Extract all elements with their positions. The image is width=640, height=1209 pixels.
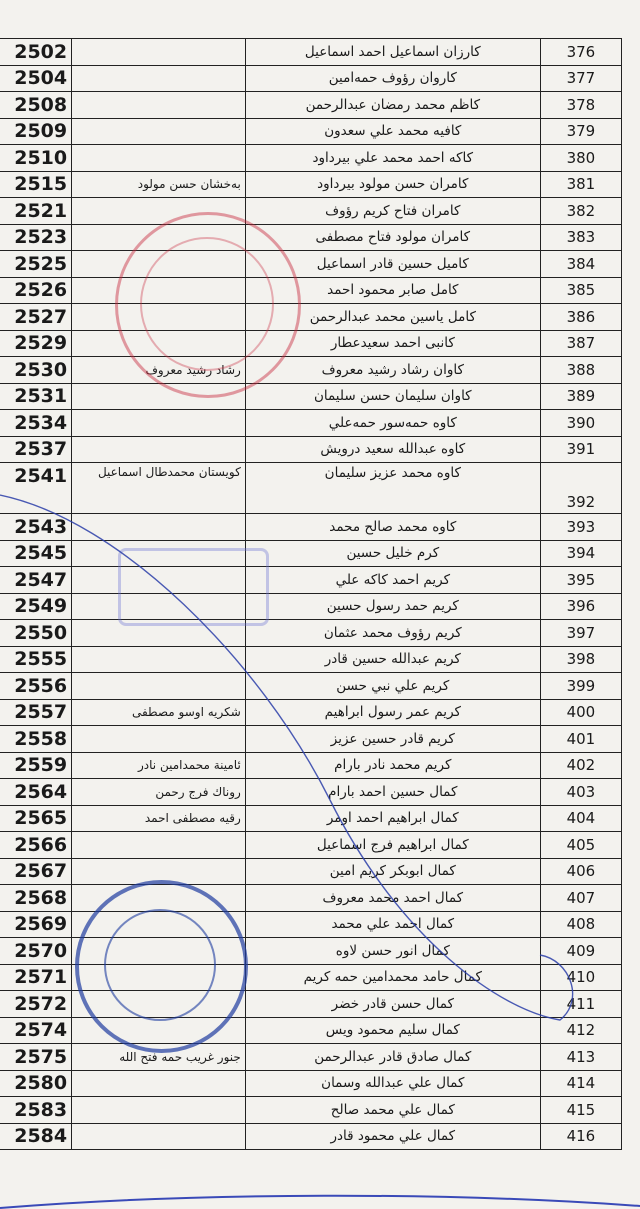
- table-row: [0, 118, 622, 145]
- table-row: [0, 832, 622, 859]
- row-number-cell: 376: [540, 39, 621, 66]
- name-cell: كاوه عبدالله سعيد درويش: [245, 436, 540, 463]
- row-number-cell: 387: [540, 330, 621, 357]
- alternate-name-cell: [72, 251, 246, 278]
- alternate-name-cell: [72, 911, 246, 938]
- code-cell: 2502: [0, 39, 72, 66]
- table-row: [0, 540, 622, 567]
- name-cell: كريم رؤوف محمد عثمان: [245, 620, 540, 647]
- table-row: [0, 885, 622, 912]
- code-cell: 2527: [0, 304, 72, 331]
- row-number-cell: 407: [540, 885, 621, 912]
- code-cell: 2508: [0, 92, 72, 119]
- row-number-cell: 395: [540, 567, 621, 594]
- code-cell: 2568: [0, 885, 72, 912]
- table-row: [0, 938, 622, 965]
- row-number-cell: 382: [540, 198, 621, 225]
- alternate-name-cell: بەخشان حسن مولود: [72, 171, 246, 198]
- alternate-name-cell: [72, 118, 246, 145]
- code-cell: 2530: [0, 357, 72, 384]
- code-cell: 2580: [0, 1070, 72, 1097]
- table-row: [0, 620, 622, 647]
- table-row: [0, 383, 622, 410]
- alternate-name-cell: ئامينة محمدامين نادر: [72, 752, 246, 779]
- row-number-cell: 404: [540, 805, 621, 832]
- name-cell: كمال سليم محمود ويس: [245, 1017, 540, 1044]
- code-cell: 2531: [0, 383, 72, 410]
- alternate-name-cell: [72, 145, 246, 172]
- row-number-cell: 396: [540, 593, 621, 620]
- code-cell: 2570: [0, 938, 72, 965]
- row-number-cell: 377: [540, 65, 621, 92]
- row-number-cell: 388: [540, 357, 621, 384]
- table-row: [0, 726, 622, 753]
- name-cell: كريم حمد رسول حسين: [245, 593, 540, 620]
- code-cell: 2574: [0, 1017, 72, 1044]
- name-cell: كريم عمر رسول ابراهيم: [245, 699, 540, 726]
- name-cell: كمال صادق قادر عبدالرحمن: [245, 1044, 540, 1071]
- alternate-name-cell: [72, 991, 246, 1018]
- name-cell: كرم خليل حسين: [245, 540, 540, 567]
- code-cell: 2523: [0, 224, 72, 251]
- code-cell: 2509: [0, 118, 72, 145]
- name-cell: كاوه حمەسور حمەعلي: [245, 410, 540, 437]
- alternate-name-cell: [72, 964, 246, 991]
- name-cell: كاكه احمد محمد علي بيرداود: [245, 145, 540, 172]
- row-number-cell: 408: [540, 911, 621, 938]
- name-cell: كامران فتاح كريم رؤوف: [245, 198, 540, 225]
- alternate-name-cell: [72, 567, 246, 594]
- table-row: [0, 145, 622, 172]
- name-cell: كامران حسن مولود بيرداود: [245, 171, 540, 198]
- name-cell: كمال حسين احمد بارام: [245, 779, 540, 806]
- alternate-name-cell: [72, 1070, 246, 1097]
- alternate-name-cell: [72, 277, 246, 304]
- row-number-cell: 409: [540, 938, 621, 965]
- name-cell: كمال ابراهيم احمد اومر: [245, 805, 540, 832]
- row-number-cell: 403: [540, 779, 621, 806]
- row-number-cell: 398: [540, 646, 621, 673]
- table-row: [0, 39, 622, 66]
- row-number-cell: 416: [540, 1123, 621, 1150]
- name-cell: كاوه محمد صالح محمد: [245, 514, 540, 541]
- row-number-cell: 405: [540, 832, 621, 859]
- table-row: [0, 514, 622, 541]
- row-number-cell: 411: [540, 991, 621, 1018]
- name-cell: كمال علي عبدالله وسمان: [245, 1070, 540, 1097]
- code-cell: 2543: [0, 514, 72, 541]
- name-cell: كافيه محمد علي سعدون: [245, 118, 540, 145]
- code-cell: 2547: [0, 567, 72, 594]
- row-number-cell: 386: [540, 304, 621, 331]
- code-cell: 2550: [0, 620, 72, 647]
- alternate-name-cell: جنور غريب حمه فتح الله: [72, 1044, 246, 1071]
- name-cell: كمال انور حسن لاوه: [245, 938, 540, 965]
- name-cell: كامل صابر محمود احمد: [245, 277, 540, 304]
- name-cell: كريم احمد كاكه علي: [245, 567, 540, 594]
- name-cell: كاظم محمد رمضان عبدالرحمن: [245, 92, 540, 119]
- name-cell: كاوان رشاد رشيد معروف: [245, 357, 540, 384]
- row-number-cell: 399: [540, 673, 621, 700]
- code-cell: 2510: [0, 145, 72, 172]
- row-number-cell: 406: [540, 858, 621, 885]
- beneficiary-table: [0, 38, 622, 1150]
- alternate-name-cell: رشاد رشيد معروف: [72, 357, 246, 384]
- code-cell: 2545: [0, 540, 72, 567]
- table-row: [0, 1044, 622, 1071]
- table-row: [0, 699, 622, 726]
- name-cell: كريم علي نبي حسن: [245, 673, 540, 700]
- name-cell: كاميل حسين قادر اسماعيل: [245, 251, 540, 278]
- code-cell: 2529: [0, 330, 72, 357]
- row-number-cell: 397: [540, 620, 621, 647]
- table-row: [0, 463, 622, 514]
- table-row: [0, 198, 622, 225]
- table-row: [0, 330, 622, 357]
- table-row: [0, 964, 622, 991]
- name-cell: كمال حسن قادر خضر: [245, 991, 540, 1018]
- alternate-name-cell: شكريه اوسو مصطفى: [72, 699, 246, 726]
- row-number-cell: 381: [540, 171, 621, 198]
- name-cell: كارزان اسماعيل احمد اسماعيل: [245, 39, 540, 66]
- name-cell: كمال احمد علي محمد: [245, 911, 540, 938]
- alternate-name-cell: [72, 92, 246, 119]
- code-cell: 2565: [0, 805, 72, 832]
- name-cell: كمال علي محمود قادر: [245, 1123, 540, 1150]
- name-cell: كاروان رؤوف حمەامين: [245, 65, 540, 92]
- name-cell: كامران مولود فتاح مصطفى: [245, 224, 540, 251]
- row-number-cell: 415: [540, 1097, 621, 1124]
- row-number-cell: 391: [540, 436, 621, 463]
- row-number-cell: 384: [540, 251, 621, 278]
- name-cell: كاوان سليمان حسن سليمان: [245, 383, 540, 410]
- row-number-cell: 394: [540, 540, 621, 567]
- alternate-name-cell: [72, 198, 246, 225]
- table-row: [0, 224, 622, 251]
- alternate-name-cell: رقيه مصطفى احمد: [72, 805, 246, 832]
- table-row: [0, 646, 622, 673]
- name-cell: كمال ابراهيم فرج اسماعيل: [245, 832, 540, 859]
- code-cell: 2556: [0, 673, 72, 700]
- name-cell: كانبى احمد سعيدعطار: [245, 330, 540, 357]
- alternate-name-cell: [72, 593, 246, 620]
- alternate-name-cell: [72, 726, 246, 753]
- code-cell: 2583: [0, 1097, 72, 1124]
- row-number-cell: 400: [540, 699, 621, 726]
- alternate-name-cell: [72, 514, 246, 541]
- table-row: [0, 1070, 622, 1097]
- code-cell: 2541: [0, 463, 72, 514]
- alternate-name-cell: [72, 330, 246, 357]
- code-cell: 2557: [0, 699, 72, 726]
- alternate-name-cell: [72, 65, 246, 92]
- row-number-cell: 392: [540, 463, 621, 514]
- alternate-name-cell: [72, 858, 246, 885]
- code-cell: 2525: [0, 251, 72, 278]
- table-row: [0, 1123, 622, 1150]
- name-cell: كمال ابوبكر كريم امين: [245, 858, 540, 885]
- table-row: [0, 1017, 622, 1044]
- bottom-curve-stroke: [0, 1196, 640, 1208]
- alternate-name-cell: [72, 540, 246, 567]
- table-row: [0, 593, 622, 620]
- code-cell: 2549: [0, 593, 72, 620]
- alternate-name-cell: [72, 646, 246, 673]
- name-cell: كريم عبدالله حسين قادر: [245, 646, 540, 673]
- row-number-cell: 383: [540, 224, 621, 251]
- code-cell: 2566: [0, 832, 72, 859]
- table-row: [0, 805, 622, 832]
- row-number-cell: 379: [540, 118, 621, 145]
- row-number-cell: 390: [540, 410, 621, 437]
- code-cell: 2559: [0, 752, 72, 779]
- name-cell: كريم محمد نادر بارام: [245, 752, 540, 779]
- row-number-cell: 393: [540, 514, 621, 541]
- table-row: [0, 858, 622, 885]
- name-cell: كمال علي محمد صالح: [245, 1097, 540, 1124]
- alternate-name-cell: [72, 410, 246, 437]
- table-row: [0, 357, 622, 384]
- table-row: [0, 171, 622, 198]
- table-row: [0, 65, 622, 92]
- code-cell: 2569: [0, 911, 72, 938]
- alternate-name-cell: [72, 1123, 246, 1150]
- code-cell: 2564: [0, 779, 72, 806]
- alternate-name-cell: [72, 1017, 246, 1044]
- code-cell: 2534: [0, 410, 72, 437]
- table-row: [0, 779, 622, 806]
- row-number-cell: 412: [540, 1017, 621, 1044]
- row-number-cell: 378: [540, 92, 621, 119]
- name-cell: كمال احمد محمد معروف: [245, 885, 540, 912]
- code-cell: 2567: [0, 858, 72, 885]
- table-row: [0, 911, 622, 938]
- alternate-name-cell: [72, 383, 246, 410]
- row-number-cell: 414: [540, 1070, 621, 1097]
- code-cell: 2571: [0, 964, 72, 991]
- alternate-name-cell: [72, 620, 246, 647]
- code-cell: 2558: [0, 726, 72, 753]
- alternate-name-cell: [72, 39, 246, 66]
- alternate-name-cell: [72, 885, 246, 912]
- alternate-name-cell: [72, 673, 246, 700]
- code-cell: 2526: [0, 277, 72, 304]
- table-row: [0, 277, 622, 304]
- table-row: [0, 410, 622, 437]
- name-cell: كامل ياسين محمد عبدالرحمن: [245, 304, 540, 331]
- row-number-cell: 413: [540, 1044, 621, 1071]
- name-cell: كمال حامد محمدامين حمه كريم: [245, 964, 540, 991]
- code-cell: 2504: [0, 65, 72, 92]
- table-row: [0, 1097, 622, 1124]
- alternate-name-cell: [72, 304, 246, 331]
- table-row: [0, 304, 622, 331]
- row-number-cell: 385: [540, 277, 621, 304]
- name-cell: كاوه محمد عزيز سليمان: [245, 463, 540, 514]
- code-cell: 2572: [0, 991, 72, 1018]
- name-cell: كريم قادر حسين عزيز: [245, 726, 540, 753]
- row-number-cell: 401: [540, 726, 621, 753]
- alternate-name-cell: [72, 436, 246, 463]
- alternate-name-cell: كويستان محمدطال اسماعيل: [72, 463, 246, 514]
- alternate-name-cell: [72, 1097, 246, 1124]
- alternate-name-cell: [72, 832, 246, 859]
- code-cell: 2555: [0, 646, 72, 673]
- alternate-name-cell: روناك فرج رحمن: [72, 779, 246, 806]
- alternate-name-cell: [72, 938, 246, 965]
- table-row: [0, 752, 622, 779]
- table-row: [0, 673, 622, 700]
- row-number-cell: 410: [540, 964, 621, 991]
- code-cell: 2515: [0, 171, 72, 198]
- row-number-cell: 389: [540, 383, 621, 410]
- table-row: [0, 567, 622, 594]
- table-row: [0, 92, 622, 119]
- table-row: [0, 991, 622, 1018]
- alternate-name-cell: [72, 224, 246, 251]
- table-row: [0, 436, 622, 463]
- code-cell: 2537: [0, 436, 72, 463]
- row-number-cell: 402: [540, 752, 621, 779]
- code-cell: 2575: [0, 1044, 72, 1071]
- row-number-cell: 380: [540, 145, 621, 172]
- code-cell: 2584: [0, 1123, 72, 1150]
- code-cell: 2521: [0, 198, 72, 225]
- table-row: [0, 251, 622, 278]
